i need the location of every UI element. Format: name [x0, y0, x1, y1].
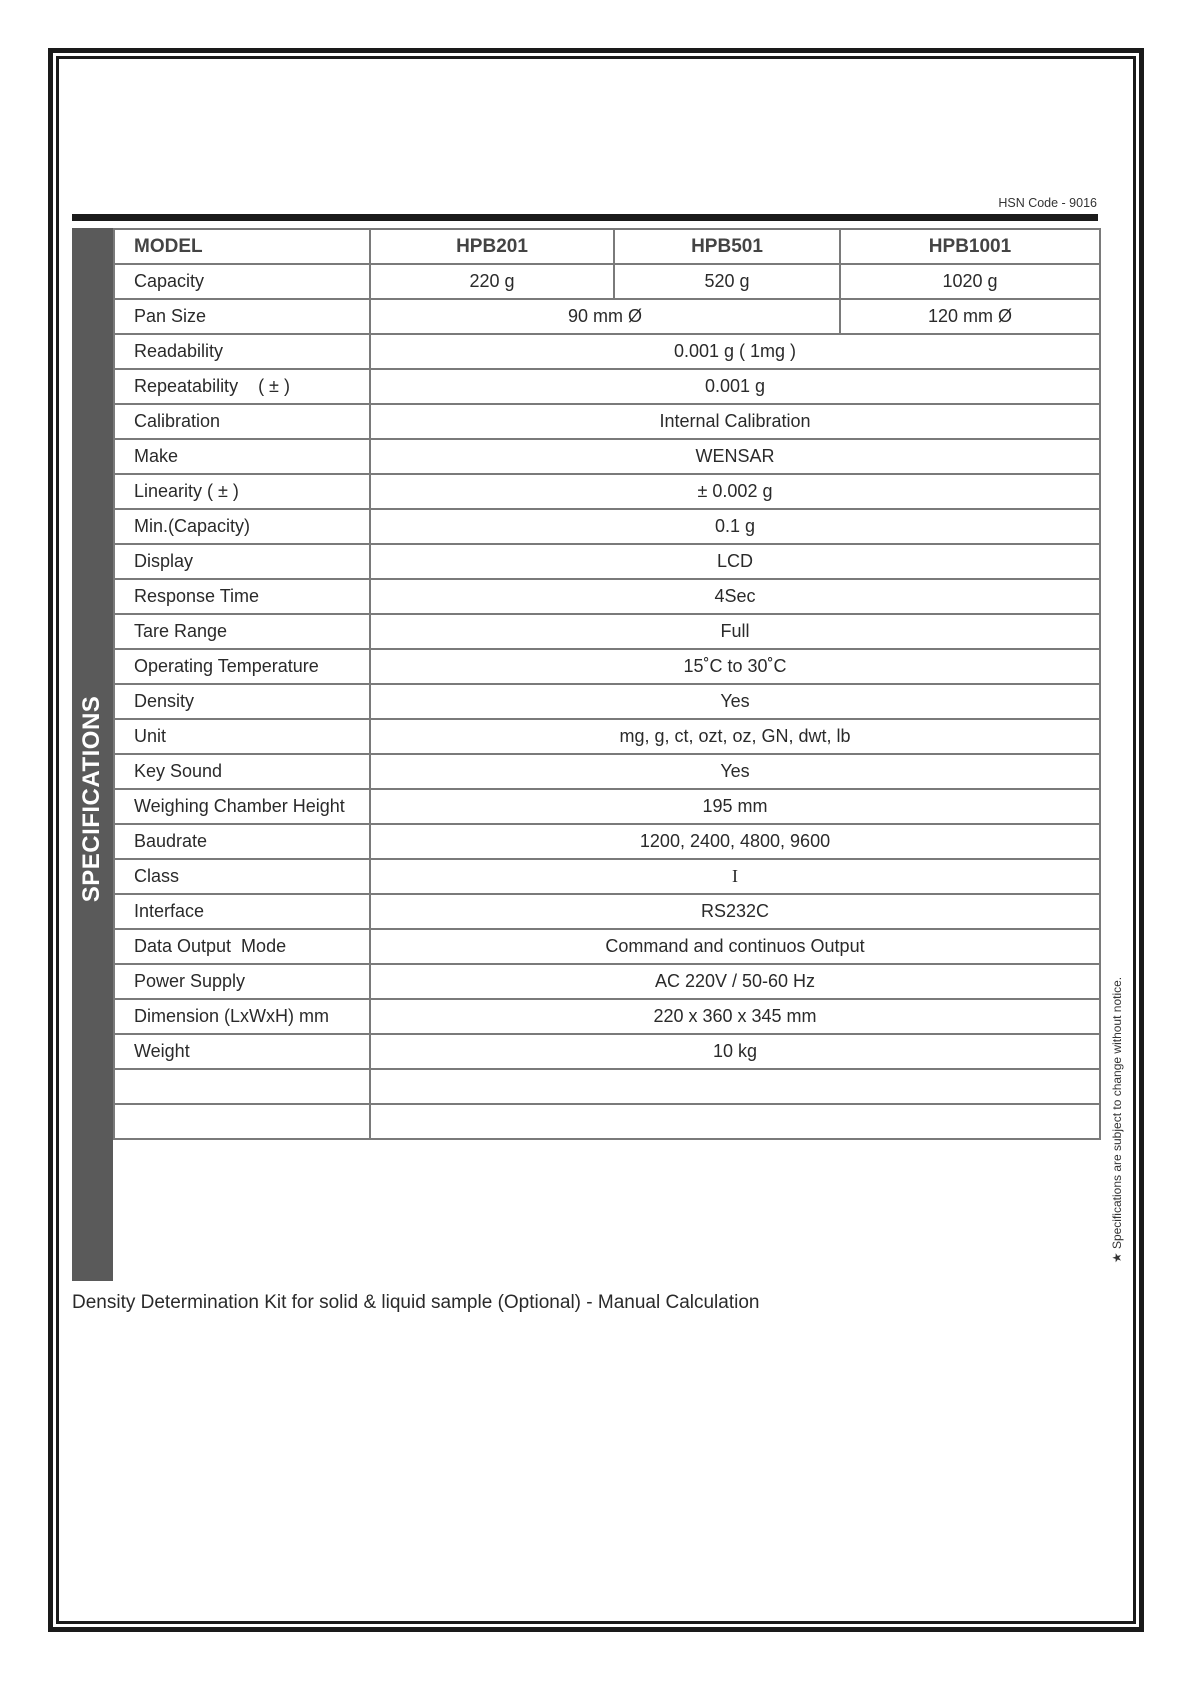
table-row-pan-size [114, 299, 1100, 334]
row-label: Dimension (LxWxH) mm [114, 999, 370, 1034]
row-label: Interface [114, 894, 370, 929]
specifications-label: SPECIFICATIONS [78, 695, 105, 903]
row-label: Weight [114, 1034, 370, 1069]
table-row [114, 999, 1100, 1034]
table-row [114, 929, 1100, 964]
row-label: Capacity [114, 264, 370, 299]
table-row [114, 509, 1100, 544]
row-value-empty [370, 1069, 1100, 1104]
table-row-capacity [114, 264, 1100, 299]
table-row [114, 404, 1100, 439]
row-value: Internal Calibration [370, 404, 1100, 439]
table-row [114, 439, 1100, 474]
table-row [114, 614, 1100, 649]
row-value: RS232C [370, 894, 1100, 929]
table-row [114, 649, 1100, 684]
table-row-empty [114, 1104, 1100, 1139]
row-label: Readability [114, 334, 370, 369]
row-value: 15˚C to 30˚C [370, 649, 1100, 684]
row-value: 1200, 2400, 4800, 9600 [370, 824, 1100, 859]
table-row [114, 579, 1100, 614]
row-value: Yes [370, 754, 1100, 789]
table-row [114, 544, 1100, 579]
table-row [114, 859, 1100, 894]
row-value: 0.1 g [370, 509, 1100, 544]
row-label: Min.(Capacity) [114, 509, 370, 544]
table-row [114, 719, 1100, 754]
capacity-hpb1001: 1020 g [840, 264, 1100, 299]
row-value: Yes [370, 684, 1100, 719]
table-row [114, 789, 1100, 824]
row-value: 0.001 g ( 1mg ) [370, 334, 1100, 369]
table-row [114, 824, 1100, 859]
row-label: Weighing Chamber Height [114, 789, 370, 824]
pan-size-small: 90 mm Ø [370, 299, 840, 334]
table-row [114, 964, 1100, 999]
row-label: Display [114, 544, 370, 579]
row-value: 4Sec [370, 579, 1100, 614]
row-label: Density [114, 684, 370, 719]
row-value-empty [370, 1104, 1100, 1139]
row-value: ± 0.002 g [370, 474, 1100, 509]
row-label: Unit [114, 719, 370, 754]
row-value: 220 x 360 x 345 mm [370, 999, 1100, 1034]
capacity-hpb201: 220 g [370, 264, 614, 299]
row-label: Tare Range [114, 614, 370, 649]
density-kit-note: Density Determination Kit for solid & liquid sample (Optional) - Manual Calculation [72, 1292, 760, 1313]
hsn-code: HSN Code - 9016 [998, 196, 1097, 210]
row-label: Calibration [114, 404, 370, 439]
table-row [114, 754, 1100, 789]
row-label: Operating Temperature [114, 649, 370, 684]
table-row-empty [114, 1069, 1100, 1104]
model-hpb1001: HPB1001 [840, 229, 1100, 264]
row-label: Data Output Mode [114, 929, 370, 964]
row-label: Response Time [114, 579, 370, 614]
row-label-empty [114, 1104, 370, 1139]
row-value: WENSAR [370, 439, 1100, 474]
row-value: Command and continuos Output [370, 929, 1100, 964]
pan-size-large: 120 mm Ø [840, 299, 1100, 334]
model-header: MODEL [114, 229, 370, 264]
row-value: AC 220V / 50-60 Hz [370, 964, 1100, 999]
row-label: Baudrate [114, 824, 370, 859]
row-label: Class [114, 859, 370, 894]
table-row [114, 1034, 1100, 1069]
row-value: 0.001 g [370, 369, 1100, 404]
row-label: Make [114, 439, 370, 474]
row-label-empty [114, 1069, 370, 1104]
table-row [114, 894, 1100, 929]
row-value: 10 kg [370, 1034, 1100, 1069]
table-row [114, 369, 1100, 404]
spec-table [113, 228, 1101, 1140]
table-row [114, 334, 1100, 369]
row-value: I [370, 859, 1100, 894]
capacity-hpb501: 520 g [614, 264, 840, 299]
row-label: Power Supply [114, 964, 370, 999]
table-row [114, 684, 1100, 719]
row-label: Repeatability ( ± ) [114, 369, 370, 404]
row-value: LCD [370, 544, 1100, 579]
header-rule [72, 214, 1098, 221]
row-label: Pan Size [114, 299, 370, 334]
disclaimer-note: ★ Specifications are subject to change without notice. [1110, 976, 1124, 1264]
row-value: Full [370, 614, 1100, 649]
row-value: 195 mm [370, 789, 1100, 824]
row-label: Linearity ( ± ) [114, 474, 370, 509]
row-value: mg, g, ct, ozt, oz, GN, dwt, lb [370, 719, 1100, 754]
model-hpb501: HPB501 [614, 229, 840, 264]
row-label: Key Sound [114, 754, 370, 789]
table-row [114, 474, 1100, 509]
model-hpb201: HPB201 [370, 229, 614, 264]
table-header-row [114, 229, 1100, 264]
